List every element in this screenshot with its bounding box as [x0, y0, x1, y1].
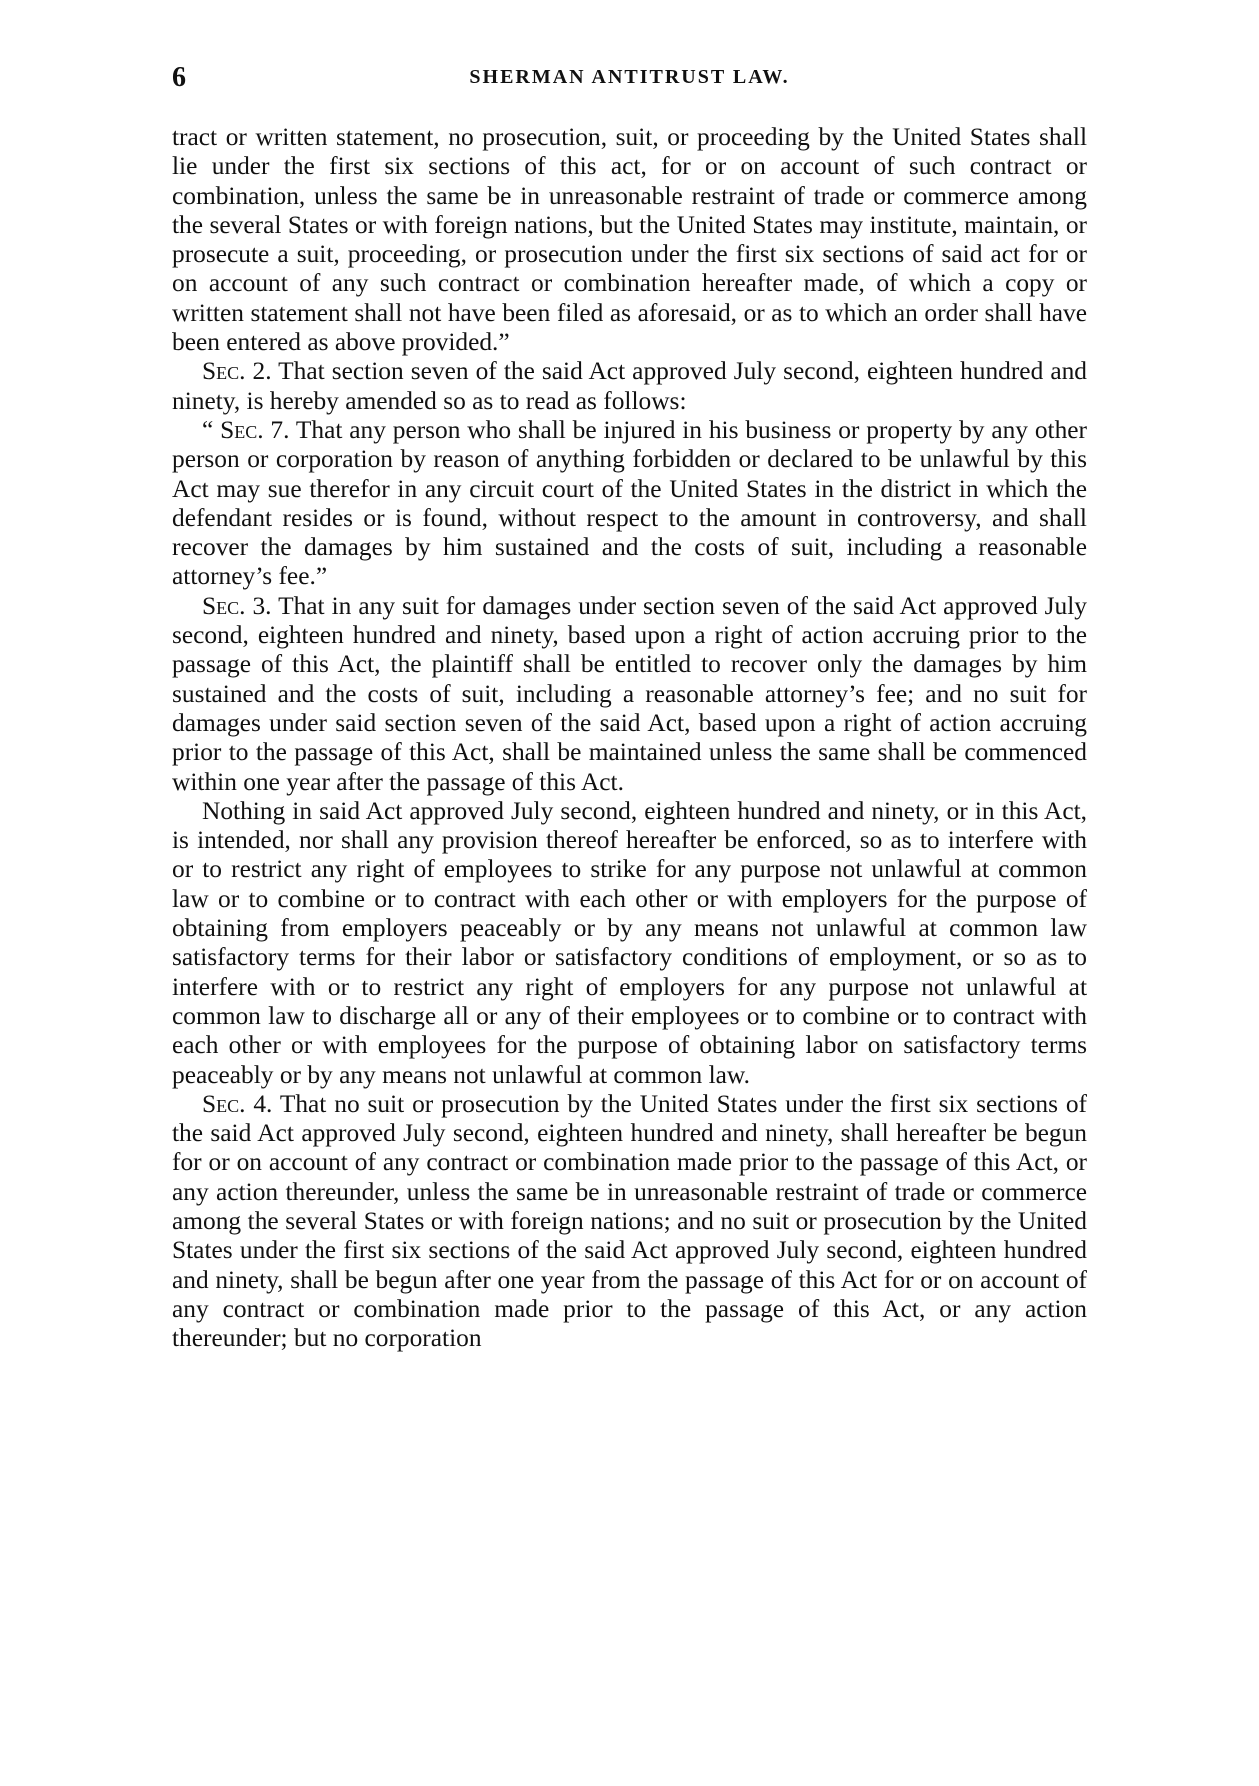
paragraph-text: That in any suit for damages under section seven of the said Act approved July second, eighteen hundred and ninety, based upon a right of action accruing prior to the passage of this Act, the plaintiff shall be entitled to recover only the damages by him sustained and the costs of suit, including a reasonable attorney’s fee; and no suit for damages under said section seven of the said Act, based upon a right of action accruing prior to the passage of this Act, shall be maintained unless the same shall be commenced within one year after the passage of this Act. [172, 591, 1087, 796]
paragraph-sec-3 [172, 592, 1087, 797]
page-number: 6 [172, 62, 186, 93]
paragraph-continuation [172, 123, 1087, 357]
paragraph-text: Nothing in said Act approved July second, eighteen hundred and ninety, or in this Act, is intended, nor shall any provision thereof hereafter be enforced, so as to interfere with or to restrict any right of employees to strike for any purpose not unlawful at common law or to combine or to contract with each other or with employers for the purpose of obtaining from employers peaceably or by any means not unlawful at common law satisfactory terms for their labor or satisfactory conditions of employment, or so as to interfere with or to restrict any right of employers for any purpose not unlawful at common law to discharge all or any of their employees or to combine or to contract with each other or with employees for the purpose of obtaining labor on satisfactory terms peaceably or by any means not unlawful at common law. [172, 796, 1087, 1089]
paragraph-proviso [172, 797, 1087, 1090]
running-title: SHERMAN ANTITRUST LAW. [469, 66, 790, 88]
paragraph-sec-4 [172, 1090, 1087, 1354]
paragraph-sec-2 [172, 357, 1087, 416]
paragraph-text: That any person who shall be injured in his business or property by any other person or corporation by reason of anything forbidden or declared to be unlawful by this Act may sue therefor in any circuit court of the United States in the district in which the defendant resides or is found, without respect to the amount in controversy, and shall recover the damages by him sustained and the costs of suit, including a reasonable attorney’s fee.” [172, 415, 1087, 591]
paragraph-sec-7 [172, 416, 1087, 592]
running-head [0, 62, 1259, 102]
section-label: “ Sec. 7. [202, 415, 290, 444]
section-label: Sec. 4. [202, 1089, 273, 1118]
section-label: Sec. 3. [202, 591, 272, 620]
paragraph-text: That section seven of the said Act approved July second, eighteen hundred and ninety, is hereby amended so as to read as follows: [172, 357, 1087, 415]
section-label: Sec. 2. [202, 357, 272, 386]
body-text [172, 123, 1087, 1353]
paragraph-text: That no suit or prosecution by the United States under the first six sections of the said Act approved July second, eighteen hundred and ninety, shall hereafter be begun for or on account of any contract or combination made prior to the passage of this Act, or any action thereunder, unless the same be in unreasonable restraint of trade or commerce among the several States or with foreign nations; and no suit or prosecution by the United States under the first six sections of the said Act approved July second, eighteen hundred and ninety, shall be begun after one year from the passage of this Act for or on account of any contract or combination made prior to the passage of this Act, or any action thereunder; but no corporation [172, 1089, 1087, 1353]
paragraph-text: tract or written statement, no prosecution, suit, or proceeding by the United States shall lie under the first six sections of this act, for or on account of such contract or combination, unless the same be in unreasonable restraint of trade or commerce among the several States or with foreign nations, but the United States may institute, maintain, or prosecute a suit, proceeding, or prosecution under the first six sections of said act for or on account of any such contract or combination hereafter made, of which a copy or written statement shall not have been filed as aforesaid, or as to which an order shall have been entered as above provided.” [172, 123, 1087, 357]
